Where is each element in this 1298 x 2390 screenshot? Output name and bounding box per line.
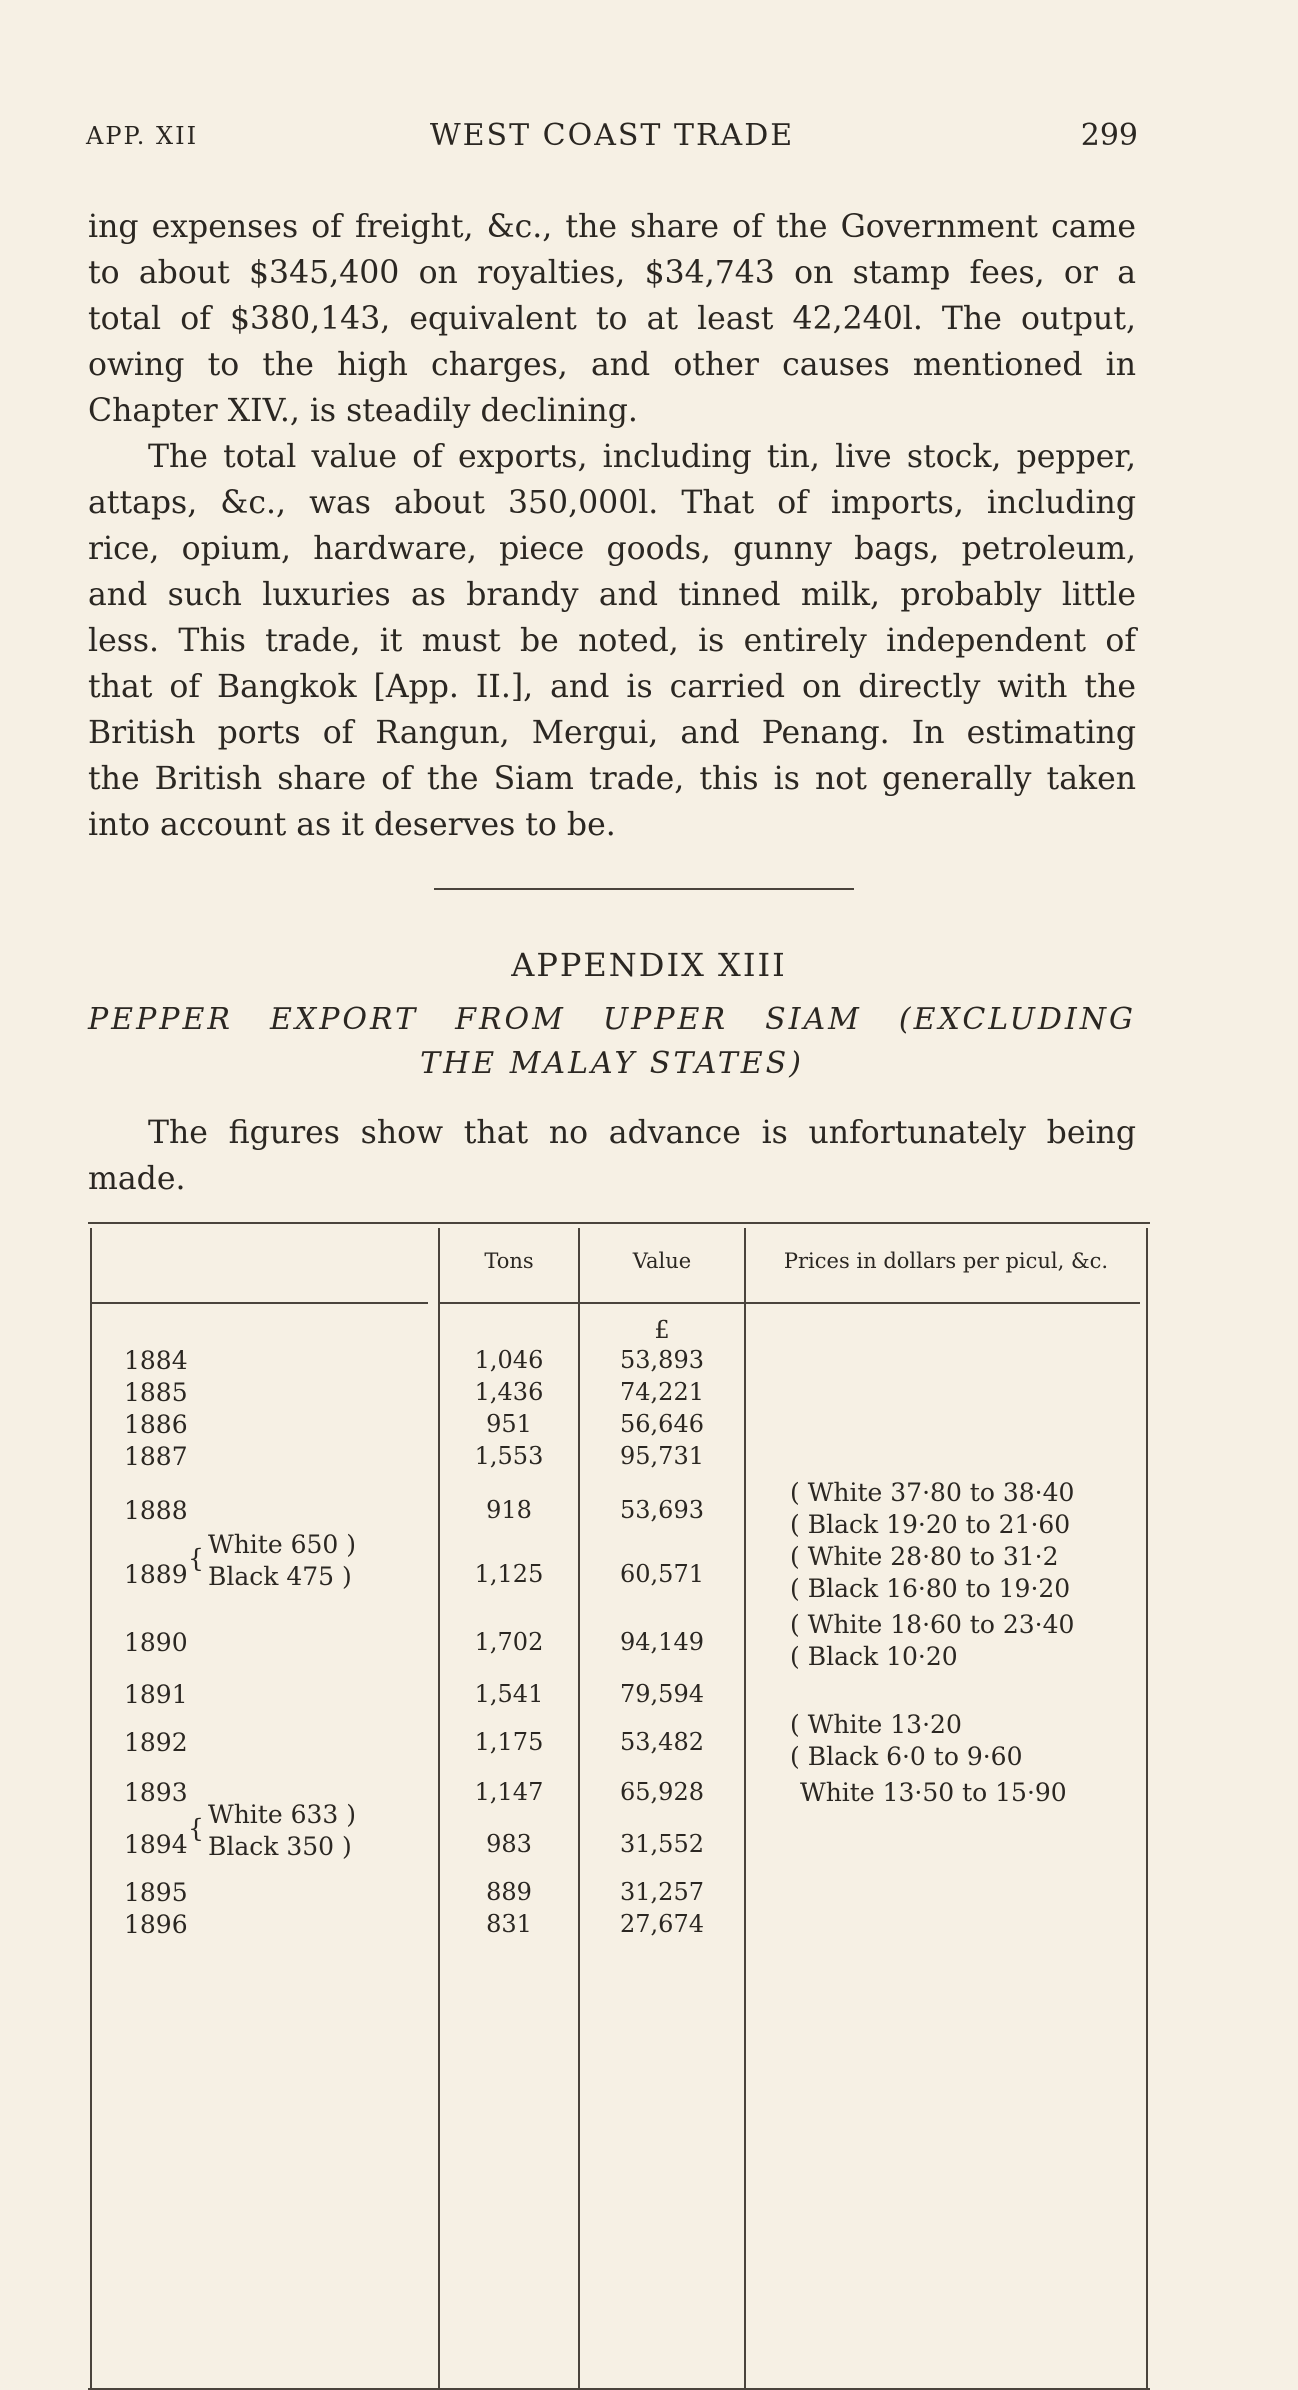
paragraph-line: into account as it deserves to be. (88, 807, 616, 843)
price-black: ( Black 16·80 to 19·20 (790, 1574, 1071, 1603)
header-value: Value (632, 1249, 692, 1273)
tons-cell: 889 (486, 1878, 532, 1906)
price-black: ( Black 6·0 to 9·60 (790, 1742, 1023, 1771)
paragraph-line: that of Bangkok [App. II.], and is carried on directly with the (88, 669, 1136, 705)
table-header-rule (440, 1302, 1140, 1304)
year-cell: 1891 (124, 1680, 188, 1709)
tons-cell: 1,175 (474, 1728, 544, 1756)
value-cell: 74,221 (620, 1378, 704, 1406)
header-section: APP. XII (86, 122, 199, 150)
value-cell: 60,571 (620, 1560, 704, 1588)
value-cell: 31,552 (620, 1830, 704, 1858)
value-cell: 56,646 (620, 1410, 704, 1438)
breakdown-black: Black 475 ) (208, 1562, 352, 1591)
tons-cell: 1,147 (474, 1778, 544, 1806)
paragraph-line: owing to the high charges, and other causes mentioned in (88, 347, 1136, 383)
year-cell: 1895 (124, 1878, 188, 1907)
value-cell: 27,674 (620, 1910, 704, 1938)
paragraph-line: Chapter XIV., is steadily declining. (88, 393, 638, 429)
breakdown-black: Black 350 ) (208, 1832, 352, 1861)
year-cell: 1896 (124, 1910, 188, 1939)
table-left-border (90, 1228, 92, 2388)
year-cell: 1885 (124, 1378, 188, 1407)
tons-cell: 983 (486, 1830, 532, 1858)
tons-cell: 1,541 (474, 1680, 544, 1708)
table-header-rule (92, 1302, 428, 1304)
value-cell: 95,731 (620, 1442, 704, 1470)
table-right-border (1146, 1228, 1148, 2388)
appendix-title: APPENDIX XIII (511, 946, 787, 984)
year-cell: 1892 (124, 1728, 188, 1757)
value-cell: 65,928 (620, 1778, 704, 1806)
value-cell: 31,257 (620, 1878, 704, 1906)
paragraph-line: The figures show that no advance is unfortunately being (148, 1115, 1136, 1151)
paragraph-1 (88, 204, 1136, 434)
year-cell: 1894 (124, 1830, 188, 1859)
header-tons: Tons (484, 1249, 534, 1273)
tons-cell: 1,702 (474, 1628, 544, 1656)
tons-cell: 1,125 (474, 1560, 544, 1588)
column-divider (744, 1228, 746, 2388)
paragraph-line: and such luxuries as brandy and tinned milk, probably little (88, 577, 1136, 613)
year-cell: 1893 (124, 1778, 188, 1807)
paragraph-line: less. This trade, it must be noted, is entirely independent of (88, 623, 1136, 659)
section-divider (434, 888, 854, 890)
paragraph-line: the British share of the Siam trade, this is not generally taken (88, 761, 1136, 797)
paragraph-line: made. (88, 1161, 186, 1197)
brace: { (188, 1544, 204, 1573)
paragraph-line: attaps, &c., was about 350,000l. That of imports, including (88, 485, 1136, 521)
year-cell: 1884 (124, 1346, 188, 1375)
brace: { (188, 1814, 204, 1843)
price-black: ( Black 19·20 to 21·60 (790, 1510, 1071, 1539)
subtitle-line: THE MALAY STATES) (420, 1046, 804, 1081)
breakdown-white: White 650 ) (208, 1530, 356, 1559)
appendix-intro (88, 1110, 1136, 1202)
value-cell: 94,149 (620, 1628, 704, 1656)
price-white: ( White 37·80 to 38·40 (790, 1478, 1075, 1507)
paragraph-line: The total value of exports, including tin, live stock, pepper, (148, 439, 1136, 475)
subtitle-line: PEPPER EXPORT FROM UPPER SIAM (EXCLUDING (88, 1002, 1136, 1037)
appendix-subtitle (88, 998, 1136, 1086)
currency-symbol: £ (654, 1316, 670, 1344)
year-cell: 1888 (124, 1496, 188, 1525)
paragraph-line: ing expenses of freight, &c., the share of the Government came (88, 209, 1136, 245)
price-white: ( White 18·60 to 23·40 (790, 1610, 1075, 1639)
paragraph-line: total of $380,143, equivalent to at least 42,240l. The output, (88, 301, 1136, 337)
tons-cell: 1,553 (474, 1442, 544, 1470)
year-cell: 1887 (124, 1442, 188, 1471)
value-cell: 53,693 (620, 1496, 704, 1524)
value-cell: 53,482 (620, 1728, 704, 1756)
page-number: 299 (1080, 118, 1138, 153)
header-prices: Prices in dollars per picul, &c. (783, 1249, 1109, 1273)
header-title: WEST COAST TRADE (429, 118, 795, 153)
tons-cell: 1,436 (474, 1378, 544, 1406)
tons-cell: 951 (486, 1410, 532, 1438)
value-cell: 79,594 (620, 1680, 704, 1708)
year-cell: 1889 (124, 1560, 188, 1589)
year-cell: 1890 (124, 1628, 188, 1657)
paragraph-line: to about $345,400 on royalties, $34,743 on stamp fees, or a (88, 255, 1136, 291)
price-white: ( White 13·20 (790, 1710, 962, 1739)
table-top-rule (88, 1222, 1150, 1224)
tons-cell: 831 (486, 1910, 532, 1938)
price-white: White 13·50 to 15·90 (800, 1778, 1067, 1807)
price-white: ( White 28·80 to 31·2 (790, 1542, 1059, 1571)
paragraph-line: rice, opium, hardware, piece goods, gunny bags, petroleum, (88, 531, 1136, 567)
value-cell: 53,893 (620, 1346, 704, 1374)
running-header (86, 118, 1138, 158)
year-cell: 1886 (124, 1410, 188, 1439)
tons-cell: 918 (486, 1496, 532, 1524)
paragraph-line: British ports of Rangun, Mergui, and Penang. In estimating (88, 715, 1136, 751)
breakdown-white: White 633 ) (208, 1800, 356, 1829)
tons-cell: 1,046 (474, 1346, 544, 1374)
paragraph-2 (88, 434, 1136, 848)
price-black: ( Black 10·20 (790, 1642, 958, 1671)
